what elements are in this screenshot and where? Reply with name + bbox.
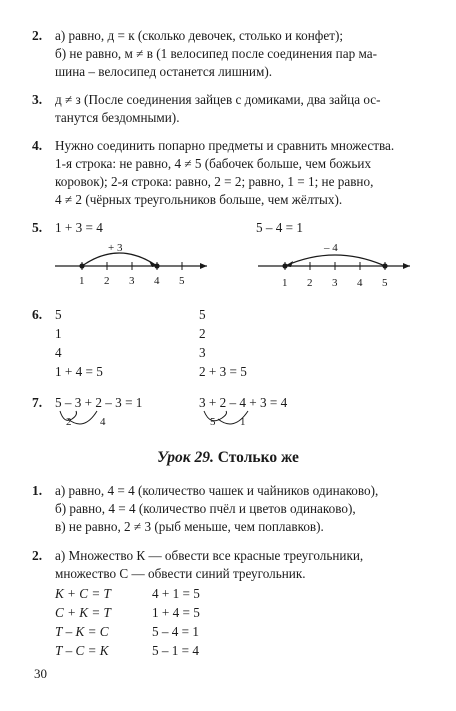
task-2-line-2: б) не равно, м ≠ в (1 велосипед после соединения пар ма- bbox=[55, 46, 377, 61]
lesson-heading-title: Столько же bbox=[217, 449, 299, 466]
task-6-number: 6. bbox=[32, 307, 43, 322]
number-equation-4: 5 – 1 = 4 bbox=[152, 643, 199, 658]
lesson-task-1-number: 1. bbox=[32, 483, 43, 498]
right-arc-label: – 4 bbox=[324, 242, 338, 254]
task-4-line-1: Нужно соединить попарно предметы и сравнить множества. bbox=[55, 138, 395, 153]
task-6-left-1: 5 bbox=[55, 307, 62, 322]
lesson-task-2-number: 2. bbox=[32, 548, 43, 563]
lesson-heading bbox=[0, 449, 456, 467]
task-4-number: 4. bbox=[32, 138, 43, 153]
left-number-line bbox=[55, 253, 207, 270]
set-equation-4: Т – С = К bbox=[55, 643, 109, 658]
lesson-task-1-line-1: а) равно, 4 = 4 (количество чашек и чайников одинаково), bbox=[55, 483, 379, 498]
task-7-left-equation: 5 – 3 + 2 – 3 = 1 bbox=[55, 395, 143, 410]
task-7-arcs bbox=[60, 411, 248, 424]
task-7-right-equation: 3 + 2 – 4 + 3 = 4 bbox=[199, 395, 288, 410]
right-tick-4: 4 bbox=[357, 277, 363, 289]
left-tick-5: 5 bbox=[179, 275, 185, 287]
right-number-line bbox=[258, 255, 410, 270]
left-tick-2: 2 bbox=[104, 275, 110, 287]
task-6-left-2: 1 bbox=[55, 326, 62, 341]
left-tick-1: 1 bbox=[79, 275, 85, 287]
number-equation-1: 4 + 1 = 5 bbox=[152, 586, 200, 601]
task-5-left-equation: 1 + 3 = 4 bbox=[55, 220, 103, 235]
task-2-line-1: а) равно, д = к (сколько девочек, столько и конфет); bbox=[55, 28, 344, 43]
task-2-number: 2. bbox=[32, 28, 43, 43]
left-tick-3: 3 bbox=[129, 275, 135, 287]
lesson-task-1-line-3: в) не равно, 2 ≠ 3 (рыб меньше, чем поплавков). bbox=[55, 519, 324, 534]
task-3-line-2: танутся бездомными). bbox=[55, 110, 180, 125]
task-7-right-sub-2: 1 bbox=[240, 416, 246, 428]
set-equation-2: С + К = Т bbox=[55, 605, 111, 620]
right-tick-3: 3 bbox=[332, 277, 338, 289]
lesson-task-1-line-2: б) равно, 4 = 4 (количество пчёл и цветов одинаково), bbox=[55, 501, 356, 516]
task-5-right-equation: 5 – 4 = 1 bbox=[256, 220, 303, 235]
lesson-task-2-line-2: множество С — обвести синий треугольник. bbox=[55, 566, 306, 581]
task-7-left-sub-2: 4 bbox=[100, 416, 106, 428]
right-tick-5: 5 bbox=[382, 277, 388, 289]
task-5-number: 5. bbox=[32, 220, 43, 235]
task-2-line-3: шина – велосипед останется лишним). bbox=[55, 64, 273, 79]
task-7-right-sub-1: 5 bbox=[210, 416, 216, 428]
task-6-left-4: 1 + 4 = 5 bbox=[55, 364, 103, 379]
number-equation-2: 1 + 4 = 5 bbox=[152, 605, 200, 620]
task-7-number: 7. bbox=[32, 395, 43, 410]
task-4-line-3: коровок); 2-я строка: равно, 2 = 2; равно, 1 = 1; не равно, bbox=[55, 174, 374, 189]
set-equation-3: Т – К = С bbox=[55, 624, 109, 639]
task-4-line-4: 4 ≠ 2 (чёрных треугольников больше, чем жёлтых). bbox=[55, 192, 343, 207]
number-equation-3: 5 – 4 = 1 bbox=[152, 624, 199, 639]
lesson-heading-number: Урок 29. bbox=[157, 449, 214, 466]
task-6-right-2: 2 bbox=[199, 326, 206, 341]
task-3-number: 3. bbox=[32, 92, 43, 107]
left-arc-label: + 3 bbox=[108, 242, 123, 254]
left-tick-4: 4 bbox=[154, 275, 160, 287]
task-7-left-sub-1: 2 bbox=[66, 416, 72, 428]
task-6-right-1: 5 bbox=[199, 307, 206, 322]
task-3-line-1: д ≠ з (После соединения зайцев с домиками, два зайца ос- bbox=[55, 92, 381, 107]
right-tick-1: 1 bbox=[282, 277, 288, 289]
task-6-left-3: 4 bbox=[55, 345, 62, 360]
lesson-task-2-line-1: а) Множество К — обвести все красные треугольники, bbox=[55, 548, 364, 563]
task-4-line-2: 1-я строка: не равно, 4 ≠ 5 (бабочек больше, чем божьих bbox=[55, 156, 372, 171]
task-6-right-3: 3 bbox=[199, 345, 206, 360]
page-number: 30 bbox=[34, 666, 47, 681]
right-tick-2: 2 bbox=[307, 277, 313, 289]
set-equation-1: К + С = Т bbox=[55, 586, 111, 601]
task-6-right-4: 2 + 3 = 5 bbox=[199, 364, 247, 379]
